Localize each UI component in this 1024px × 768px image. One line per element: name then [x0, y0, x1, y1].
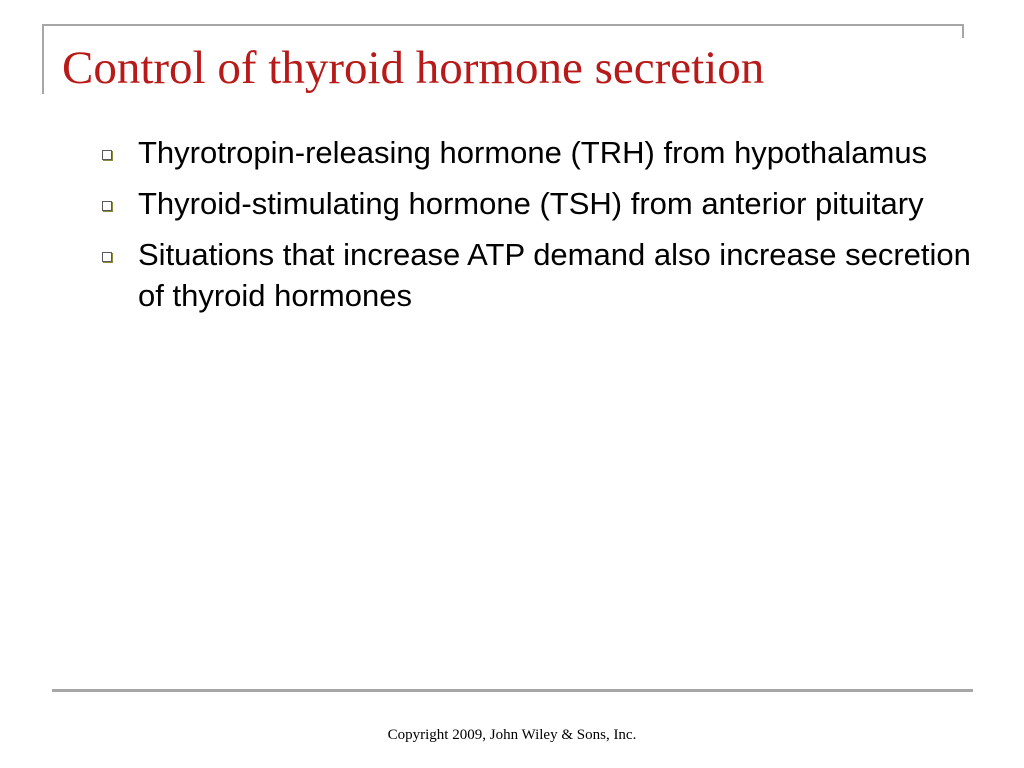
bullet-text: Situations that increase ATP demand also increase secretion of thyroid hormones: [138, 237, 971, 313]
bullet-item: [100, 132, 980, 173]
hollow-square-bullet-icon: [102, 201, 112, 211]
bullet-text: Thyroid-stimulating hormone (TSH) from anterior pituitary: [138, 186, 924, 221]
footer-rule: [52, 689, 973, 692]
bullet-list: [100, 132, 980, 326]
bullet-item: [100, 183, 980, 224]
frame-top-line: [42, 24, 964, 26]
frame-left-line: [42, 24, 44, 94]
bullet-item: [100, 234, 980, 316]
bullet-text: Thyrotropin-releasing hormone (TRH) from hypothalamus: [138, 135, 928, 170]
slide-title: Control of thyroid hormone secretion: [62, 42, 765, 94]
frame-right-line: [962, 24, 964, 38]
hollow-square-bullet-icon: [102, 252, 112, 262]
copyright-footer: Copyright 2009, John Wiley & Sons, Inc.: [387, 727, 637, 743]
hollow-square-bullet-icon: [102, 150, 112, 160]
